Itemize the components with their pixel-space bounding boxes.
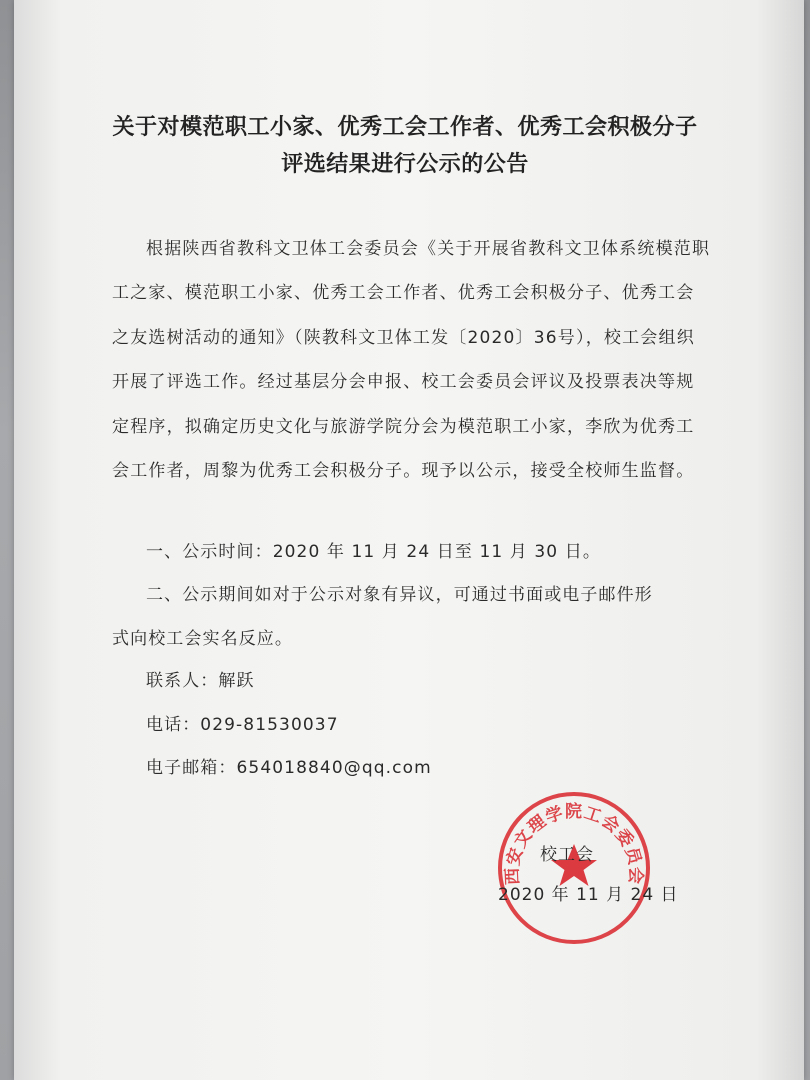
signature-date: 2020 年 11 月 24 日 bbox=[498, 885, 679, 905]
signature-organization: 校工会 bbox=[540, 845, 594, 865]
contact-phone: 电话：029-81530037 bbox=[146, 715, 339, 735]
contact-email: 电子邮箱：654018840@qq.com bbox=[146, 758, 432, 778]
official-seal-stamp bbox=[496, 790, 652, 946]
body-paragraph-text: 根据陕西省教科文卫体工会委员会《关于开展省教科文卫体系统模范职工之家、模范职工小家、优秀工会工作者、优秀工会积极分子、优秀工会之友选树活动的通知》（陕教科文卫体工发〔2020〕36号），校工会组织开展了评选工作。经过基层分会申报、校工会委员会评议及投票表决等规定程序，拟确定历史文化与旅游学院分会为模范职工小家，李欣为优秀工会工作者，周黎为优秀工会积极分子。现予以公示，接受全校师生监督。 bbox=[112, 239, 711, 482]
body-paragraph bbox=[112, 227, 712, 493]
contact-person: 联系人：解跃 bbox=[146, 671, 255, 691]
seal-text: 西安文理学院工会委员会 bbox=[502, 802, 646, 886]
notice-item-time: 一、公示时间：2020 年 11 月 24 日至 11 月 30 日。 bbox=[146, 542, 601, 562]
title-line-2: 评选结果进行公示的公告 bbox=[281, 151, 529, 177]
notice-item-objection-line-1: 二、公示期间如对于公示对象有异议，可通过书面或电子邮件形 bbox=[146, 585, 653, 605]
title-line-1: 关于对模范职工小家、优秀工会工作者、优秀工会积极分子 bbox=[112, 114, 698, 140]
notice-item-objection-line-2: 式向校工会实名反应。 bbox=[112, 629, 293, 649]
